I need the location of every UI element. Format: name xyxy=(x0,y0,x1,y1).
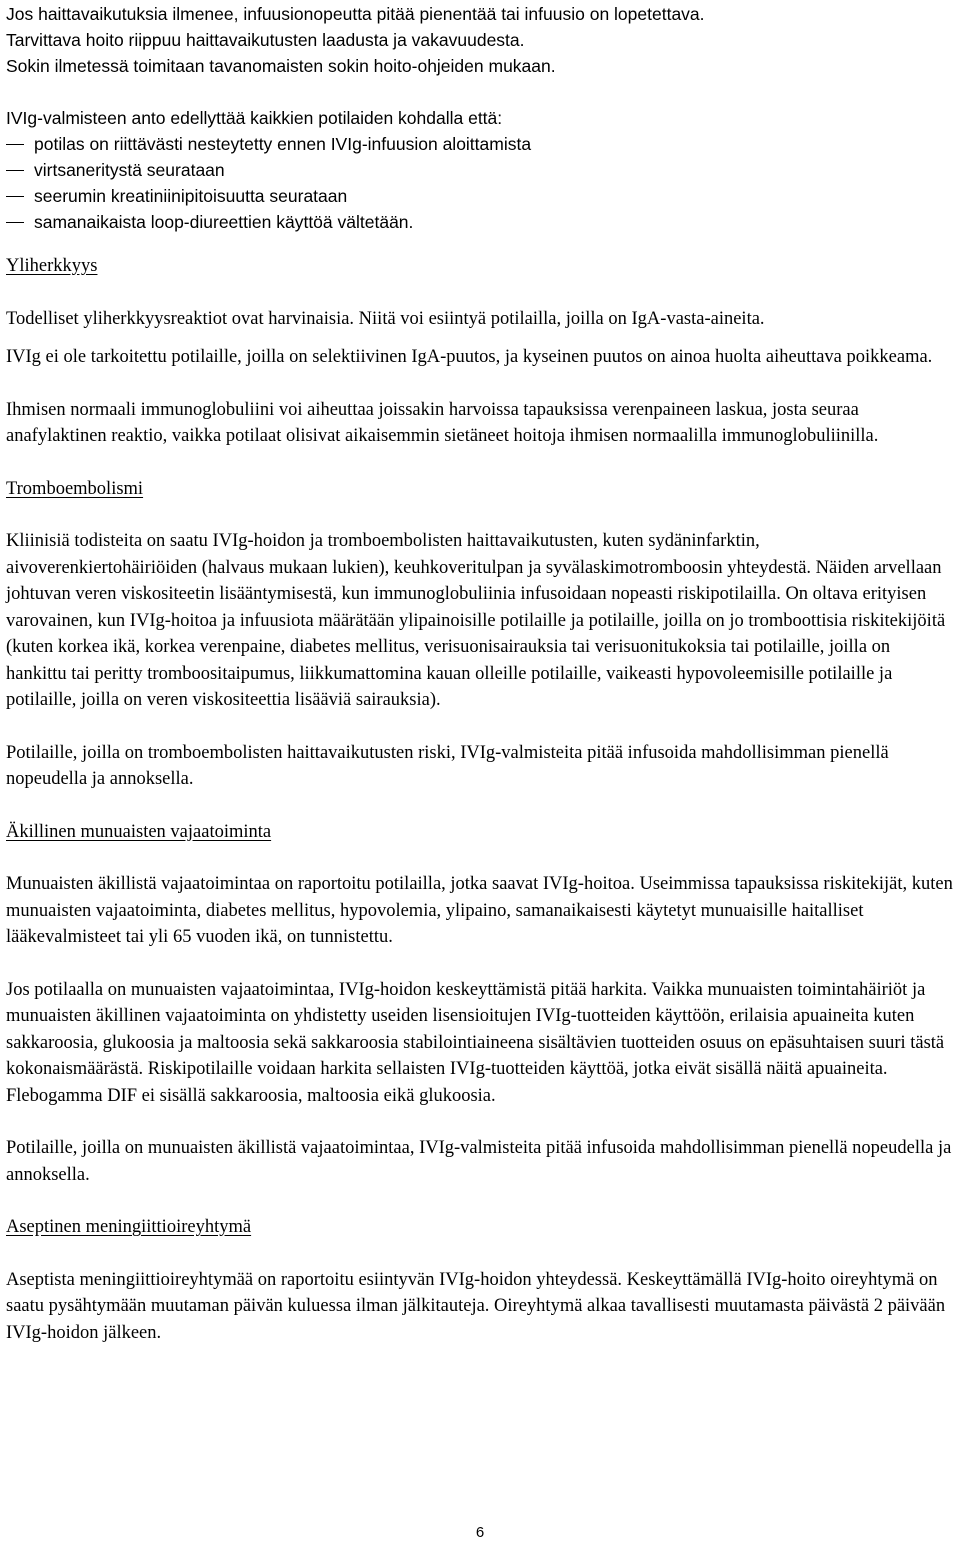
ivig-list xyxy=(6,131,954,235)
intro-line: Jos haittavaikutuksia ilmenee, infuusionopeutta pitää pienentää tai infuusio on lopetettava. xyxy=(6,4,705,24)
section-heading: Aseptinen meningiittioireyhtymä xyxy=(6,1217,252,1237)
paragraph: Todelliset yliherkkyysreaktiot ovat harvinaisia. Niitä voi esiintyä potilailla, joilla on IgA-vasta-aineita. xyxy=(6,308,765,329)
section-heading: Äkillinen munuaisten vajaatoiminta xyxy=(6,821,272,842)
section-yliherkkyys xyxy=(6,253,954,450)
ivig-requirements xyxy=(6,105,954,235)
ivig-intro: IVIg-valmisteen anto edellyttää kaikkien potilaiden kohdalla että: xyxy=(6,108,503,128)
section-meningiitti xyxy=(6,1214,954,1346)
intro-line: Sokin ilmetessä toimitaan tavanomaisten sokin hoito-ohjeiden mukaan. xyxy=(6,56,556,76)
paragraph: Potilaille, joilla on munuaisten äkillistä vajaatoimintaa, IVIg-valmisteita pitää infusoida mahdollisimman pienellä nopeudella ja annoksella. xyxy=(6,1138,952,1185)
list-item: potilas on riittävästi nesteytetty ennen IVIg-infuusion aloittamista xyxy=(6,131,954,157)
paragraph: Aseptista meningiittioireyhtymää on raportoitu esiintyvän IVIg-hoidon yhteydessä. Keskeyttämällä IVIg-hoito oireyhtymä on saatu pysähtymään muutaman päivän kuluessa ilman jälkitauteja. Oireyhtymä alkaa tavallisesti muutamasta päivästä 2 päivään IVIg-hoidon jälkeen. xyxy=(6,1269,946,1343)
section-munuaiset xyxy=(6,819,954,1189)
paragraph: Munuaisten äkillistä vajaatoimintaa on raportoitu potilailla, jotka saavat IVIg-hoitoa. Useimmissa tapauksissa riskitekijät, kuten munuaisten vajaatoiminta, diabetes mellitus, hypovolemia, ylipaino, samanaikaisesti käytetyt munuaisille haitalliset lääkevalmisteet tai yli 65 vuoden ikä, on tunnistettu. xyxy=(6,874,953,947)
intro-block xyxy=(6,0,954,79)
section-tromboembolismi xyxy=(6,476,954,793)
document-page xyxy=(6,0,954,1346)
paragraph: Ihmisen normaali immunoglobuliini voi aiheuttaa joissakin harvoissa tapauksissa verenpaineen laskua, josta seuraa anafylaktinen reaktio, vaikka potilaat olisivat aikaisemmin sietäneet hoitoja ihmisen normaalilla immunoglobuliinilla. xyxy=(6,399,879,446)
paragraph: Jos potilaalla on munuaisten vajaatoimintaa, IVIg-hoidon keskeyttämistä pitää harkita. Vaikka munuaisten toimintahäiriöt ja munuaisten äkillinen vajaatoiminta on yhdistetty useiden lisensioitujen IVIg-tuotteiden käyttöön, erilaisia apuaineita kuten sakkaroosia, glukoosia ja maltoosia sekä sakkaroosia stabilointiaineena sisältävien tuotteiden osuus on epäsuhtaisen suuri tästä kokonaismäärästä. Riskipotilaille voidaan harkita sellaisten IVIg-tuotteiden käyttöä, jotka eivät sisällä näitä apuaineita. Flebogamma DIF ei sisällä sakkaroosia, maltoosia eikä glukoosia. xyxy=(6,979,945,1106)
list-item: virtsaneritystä seurataan xyxy=(6,157,954,183)
paragraph: IVIg ei ole tarkoitettu potilaille, joilla on selektiivinen IgA-puutos, ja kyseinen puutos on ainoa huolta aiheuttava poikkeama. xyxy=(6,347,933,367)
list-item: seerumin kreatiniinipitoisuutta seurataan xyxy=(6,183,954,209)
section-heading: Tromboembolismi xyxy=(6,478,144,499)
page-number: 6 xyxy=(475,1524,485,1541)
paragraph: Potilaille, joilla on tromboembolisten haittavaikutusten riski, IVIg-valmisteita pitää infusoida mahdollisimman pienellä nopeudella ja annoksella. xyxy=(6,742,889,789)
paragraph: Kliinisiä todisteita on saatu IVIg-hoidon ja tromboembolisten haittavaikutusten, kuten sydäninfarktin, aivoverenkiertohäiriöiden (halvaus mukaan lukien), keuhkoveritulpan ja syvälaskimotromboosin yhteydestä. Näiden arvellaan johtuvan veren viskositeetin lisääntymisestä, kun immunoglobuliinia infusoidaan nopeasti riskipotilailla. On oltava erityisen varovainen, kun IVIg-hoitoa ja infuusiota määrätään ylipainoisille potilaille ja potilaille, joilla on jo tromboottisia riskitekijöitä (kuten korkea ikä, korkea verenpaine, diabetes mellitus, verisuonisairauksia tai verisuonitukoksia tai potilaille, joilla on hankittu tai peritty tromboositaipumus, liikkumattomina kauan olleille potilaille, vaikeasti hypovoleemisille potilaille ja potilaille, joilla on veren viskositeettia lisääviä sairauksia). xyxy=(6,531,946,710)
list-item: samanaikaista loop-diureettien käyttöä vältetään. xyxy=(6,209,954,235)
intro-line: Tarvittava hoito riippuu haittavaikutusten laadusta ja vakavuudesta. xyxy=(6,30,525,50)
section-heading: Yliherkkyys xyxy=(6,256,98,276)
